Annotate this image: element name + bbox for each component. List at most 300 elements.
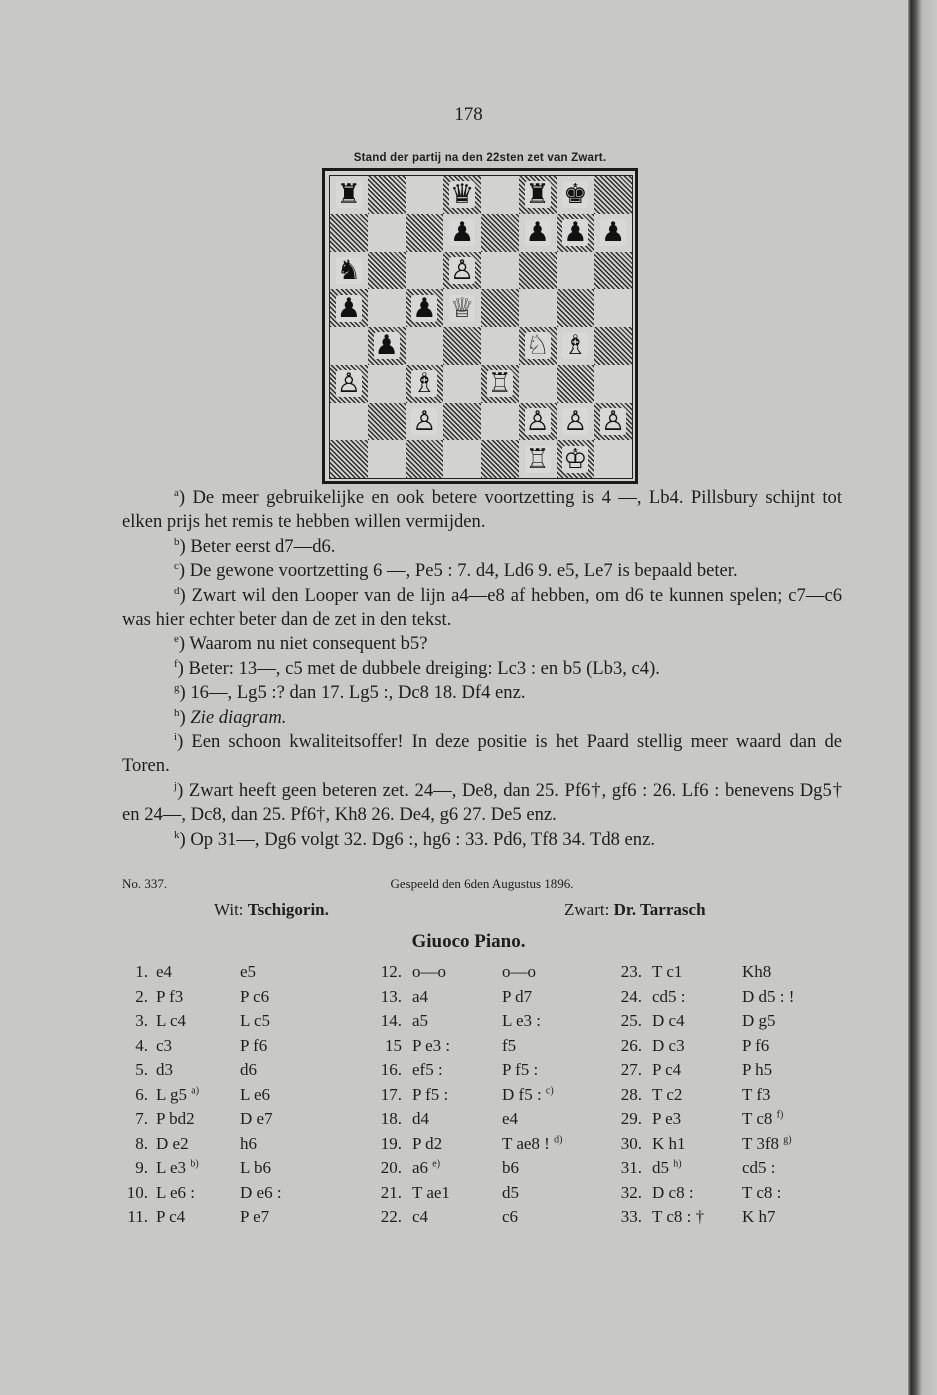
white-move xyxy=(156,987,183,1007)
chess-piece: ♙ xyxy=(601,405,626,437)
black-move xyxy=(240,1109,273,1129)
square-g8 xyxy=(557,176,595,214)
note-text: Op 31—, Dg6 volgt 32. Dg6 :, hg6 : 33. Pd6, Tf8 34. Td8 enz. xyxy=(190,828,656,850)
black-move xyxy=(240,1011,270,1031)
square-f1 xyxy=(519,440,557,478)
square-c3 xyxy=(406,365,444,403)
black-move-text: o—o xyxy=(502,962,536,981)
square-c2 xyxy=(406,403,444,441)
move-number: 9. xyxy=(135,1158,148,1177)
white-move xyxy=(652,1036,685,1056)
black-move-text: P f5 : xyxy=(502,1060,539,1079)
black-move-text: T 3f8 xyxy=(742,1133,779,1153)
annotation-notes xyxy=(122,486,842,852)
chess-diagram xyxy=(322,168,638,484)
black-move xyxy=(742,1085,771,1105)
square-e6 xyxy=(481,252,519,290)
white-move-text: P f5 : xyxy=(412,1084,449,1104)
black-move-text: P d7 xyxy=(502,986,533,1006)
note-marker: f xyxy=(174,657,178,670)
white-move-text: cd5 : xyxy=(652,986,686,1006)
white-move xyxy=(156,1158,199,1178)
white-move xyxy=(412,987,428,1007)
square-h8 xyxy=(594,176,632,214)
white-move xyxy=(412,962,446,982)
white-move-text: T c8 : † xyxy=(652,1207,705,1226)
black-move-text: T f3 xyxy=(742,1084,771,1104)
square-g3 xyxy=(557,365,595,403)
square-e5 xyxy=(481,289,519,327)
white-player xyxy=(214,900,329,920)
black-player xyxy=(564,900,706,920)
square-h7 xyxy=(594,214,632,252)
note-marker: h xyxy=(174,706,180,719)
black-move xyxy=(240,962,256,982)
opening-title: Giuoco Piano. xyxy=(411,931,526,952)
black-move-text: cd5 : xyxy=(742,1158,776,1177)
white-move xyxy=(156,1134,189,1154)
square-a7 xyxy=(330,214,368,252)
chess-piece: ♚ xyxy=(563,179,588,211)
white-move xyxy=(652,1134,686,1154)
black-move xyxy=(502,1036,516,1056)
white-move xyxy=(652,1183,694,1203)
black-move-text: c6 xyxy=(502,1207,519,1226)
chess-piece: ♘ xyxy=(525,330,550,362)
note-marker: k xyxy=(174,828,180,841)
square-b1 xyxy=(368,440,406,478)
note-marker: a xyxy=(174,486,179,499)
white-move xyxy=(652,1158,682,1178)
black-label: Zwart: xyxy=(564,900,610,919)
black-move xyxy=(742,1011,776,1031)
move-number: 16. xyxy=(380,1060,402,1079)
note-marker: b xyxy=(174,535,180,548)
white-move xyxy=(412,1158,440,1178)
move-number: 13. xyxy=(380,986,402,1006)
chess-piece: ♖ xyxy=(487,368,512,400)
white-move xyxy=(156,1036,172,1056)
square-d3 xyxy=(443,365,481,403)
black-move xyxy=(742,1036,769,1056)
chess-piece: ♟ xyxy=(374,330,399,362)
chess-piece: ♛ xyxy=(450,179,475,211)
black-move xyxy=(742,962,771,982)
move-number: 19. xyxy=(380,1133,402,1153)
note-i: $^i$) Een schoon kwaliteitsoffer! In deze positie is het Paard stellig meer waard dan de Toren. xyxy=(122,730,842,777)
move-number: 18. xyxy=(380,1109,402,1128)
chess-piece: ♗ xyxy=(563,330,588,362)
white-move xyxy=(156,1060,173,1080)
note-reference: f) xyxy=(776,1109,784,1121)
game-number: No. 337. xyxy=(122,876,168,891)
move-number: 2. xyxy=(135,986,148,1006)
square-d4 xyxy=(443,327,481,365)
move-number: 33. xyxy=(620,1207,642,1226)
square-a1 xyxy=(330,440,368,478)
black-move-text: f5 xyxy=(502,1035,517,1055)
black-move-text: P e7 xyxy=(240,1207,270,1226)
white-move-text: K h1 xyxy=(652,1133,686,1153)
note-a: $^a$) De meer gebruikelijke en ook betere voortzetting is 4 —, Lb4. Pillsbury schijnt tot elken prijs het remis te hebben willen vermijden. xyxy=(122,486,842,533)
square-f2 xyxy=(519,403,557,441)
chess-piece: ♙ xyxy=(412,405,437,437)
move-number: 30. xyxy=(620,1133,642,1153)
square-g6 xyxy=(557,252,595,290)
black-move xyxy=(502,987,532,1007)
white-move-text: P e3 : xyxy=(412,1035,451,1055)
black-move-text: K h7 xyxy=(742,1207,776,1226)
black-move-text: P f6 xyxy=(742,1035,770,1055)
white-move-text: a6 xyxy=(412,1158,429,1177)
black-move-text: d5 xyxy=(502,1182,519,1202)
square-f7 xyxy=(519,214,557,252)
white-move-text: P c4 xyxy=(652,1060,682,1079)
white-move xyxy=(412,1134,442,1154)
game-date: Gespeeld den 6den Augustus 1896. xyxy=(390,876,574,891)
white-move-text: ef5 : xyxy=(412,1060,443,1079)
note-h: $^h$) Zie diagram. xyxy=(174,706,287,728)
black-move-text: T c8 xyxy=(742,1109,773,1128)
square-d5 xyxy=(443,289,481,327)
move-number: 29. xyxy=(620,1109,642,1128)
move-number: 17. xyxy=(380,1084,402,1104)
square-f8 xyxy=(519,176,557,214)
note-reference: g) xyxy=(783,1133,792,1145)
black-move-text: b6 xyxy=(502,1158,519,1177)
note-reference: d) xyxy=(554,1133,563,1145)
note-marker: d xyxy=(174,584,180,597)
black-move-text: P f6 xyxy=(240,1035,268,1055)
chess-piece: ♟ xyxy=(601,217,626,249)
move-number: 32. xyxy=(620,1182,642,1202)
chess-piece: ♙ xyxy=(450,254,475,286)
chess-piece: ♔ xyxy=(563,443,588,475)
chess-piece: ♜ xyxy=(525,179,550,211)
black-move-text: T ae8 ! xyxy=(502,1133,550,1153)
black-move-text: d6 xyxy=(240,1060,257,1079)
note-text: 16—, Lg5 :? dan 17. Lg5 :, Dc8 18. Df4 enz. xyxy=(190,682,526,704)
white-move xyxy=(652,962,682,982)
move-number: 26. xyxy=(620,1035,642,1055)
white-move-text: o—o xyxy=(412,962,446,981)
note-d: $^d$) Zwart wil den Looper van de lijn a4—e8 af hebben, om d6 te kunnen spelen; c7—c6 was hier echter beter dan de zet in den tekst. xyxy=(122,584,842,631)
white-move-text: P e3 xyxy=(652,1109,682,1128)
white-move-text: a5 xyxy=(412,1011,429,1030)
black-name: Dr. Tarrasch xyxy=(613,900,706,919)
square-h3 xyxy=(594,365,632,403)
note-reference: e) xyxy=(432,1158,441,1170)
black-move-text: P c6 xyxy=(240,986,270,1006)
square-e1 xyxy=(481,440,519,478)
square-b5 xyxy=(368,289,406,327)
white-move xyxy=(652,1085,682,1105)
square-e3 xyxy=(481,365,519,403)
black-move xyxy=(502,1158,519,1178)
black-move xyxy=(240,1060,257,1080)
square-g1 xyxy=(557,440,595,478)
black-move xyxy=(502,1060,538,1080)
white-move-text: T c2 xyxy=(652,1084,683,1104)
black-move-text: e5 xyxy=(240,962,257,981)
white-move-text: P f3 xyxy=(156,986,184,1006)
chess-piece: ♖ xyxy=(525,443,550,475)
white-move-text: P bd2 xyxy=(156,1109,195,1128)
square-h6 xyxy=(594,252,632,290)
square-d2 xyxy=(443,403,481,441)
page-number: 178 xyxy=(454,104,483,125)
note-text: De meer gebruikelijke en ook betere voortzetting is 4 —, Lb4. Pillsbury schijnt tot elken prijs het remis te hebben willen vermijden. xyxy=(122,487,842,533)
square-b8 xyxy=(368,176,406,214)
note-text: Zwart heeft geen beteren zet. 24—, De8, dan 25. Pf6†, gf6 : 26. Lf6 : benevens Dg5† en 24—, Dc8, dan 25. Pf6†, Kh8 26. De4, g6 27. De5 enz. xyxy=(122,779,843,826)
note-j: $^j$) Zwart heeft geen beteren zet. 24—, De8, dan 25. Pf6†, gf6 : 26. Lf6 : benevens Dg5† en 24—, Dc8, dan 25. Pf6†, Kh8 26. De4, g6 27. De5 enz. xyxy=(122,779,843,826)
white-move xyxy=(412,1109,429,1129)
black-move-text: L c5 xyxy=(240,1011,271,1030)
square-g7 xyxy=(557,214,595,252)
square-c7 xyxy=(406,214,444,252)
square-e4 xyxy=(481,327,519,365)
move-number: 28. xyxy=(620,1084,642,1104)
square-g5 xyxy=(557,289,595,327)
white-move xyxy=(156,1109,195,1129)
note-text: Een schoon kwaliteitsoffer! In deze positie is het Paard stellig meer waard dan de Toren. xyxy=(122,731,842,777)
note-marker: g xyxy=(174,682,180,695)
white-move xyxy=(412,1060,443,1080)
note-text: Zwart wil den Looper van de lijn a4—e8 af hebben, om d6 te kunnen spelen; c7—c6 was hier echter beter dan de zet in den tekst. xyxy=(122,584,842,631)
black-move-text: D e6 : xyxy=(240,1182,282,1202)
move-number: 21. xyxy=(380,1182,402,1202)
white-move xyxy=(156,1183,195,1203)
square-e8 xyxy=(481,176,519,214)
note-text: Zie diagram. xyxy=(190,706,287,728)
white-move-text: D c8 : xyxy=(652,1182,694,1202)
move-number: 7. xyxy=(135,1109,148,1128)
move-number: 15 xyxy=(385,1035,402,1055)
move-number: 23. xyxy=(620,962,642,981)
square-e7 xyxy=(481,214,519,252)
note-marker: i xyxy=(174,730,178,743)
white-move xyxy=(652,1060,681,1080)
note-c: $^c$) De gewone voortzetting 6 —, Pe5 : 7. d4, Ld6 9. e5, Le7 is bepaald beter. xyxy=(174,560,738,582)
move-number: 3. xyxy=(135,1011,148,1030)
white-move-text: c4 xyxy=(412,1207,429,1226)
square-d8 xyxy=(443,176,481,214)
black-move xyxy=(742,987,794,1007)
note-marker: j xyxy=(174,779,178,792)
black-move xyxy=(502,1085,554,1105)
note-b: $^b$) Beter eerst d7—d6. xyxy=(174,535,336,557)
square-h5 xyxy=(594,289,632,327)
black-move xyxy=(742,1207,776,1227)
note-reference: b) xyxy=(190,1158,199,1170)
black-move-text: T c8 : xyxy=(742,1182,782,1202)
square-f4 xyxy=(519,327,557,365)
square-f5 xyxy=(519,289,557,327)
square-c5 xyxy=(406,289,444,327)
white-move-text: P c4 xyxy=(156,1207,186,1226)
white-move-text: D c3 xyxy=(652,1035,685,1055)
square-b7 xyxy=(368,214,406,252)
white-move-text: c3 xyxy=(156,1035,173,1055)
chess-piece: ♙ xyxy=(563,405,588,437)
black-move xyxy=(502,1134,562,1154)
note-g: $^g$) 16—, Lg5 :? dan 17. Lg5 :, Dc8 18. Df4 enz. xyxy=(174,682,526,704)
move-number: 5. xyxy=(135,1060,148,1079)
square-h1 xyxy=(594,440,632,478)
black-move xyxy=(742,1183,781,1203)
black-move xyxy=(240,1036,267,1056)
black-move xyxy=(502,962,536,982)
move-number: 11. xyxy=(127,1207,148,1226)
move-number: 24. xyxy=(620,986,642,1006)
note-k: $^k$) Op 31—, Dg6 volgt 32. Dg6 :, hg6 : 33. Pd6, Tf8 34. Td8 enz. xyxy=(174,828,656,850)
black-move xyxy=(742,1134,792,1154)
note-text: Beter: 13—, c5 met de dubbele dreiging: Lc3 : en b5 (Lb3, c4). xyxy=(188,657,660,679)
square-c1 xyxy=(406,440,444,478)
move-number: 12. xyxy=(380,962,402,981)
white-move-text: d5 xyxy=(652,1158,669,1177)
white-move-text: d4 xyxy=(412,1109,429,1128)
chess-piece: ♟ xyxy=(525,217,550,249)
white-move-text: D c4 xyxy=(652,1011,685,1030)
square-a6 xyxy=(330,252,368,290)
white-move xyxy=(156,962,172,982)
white-move xyxy=(156,1011,186,1031)
square-c6 xyxy=(406,252,444,290)
white-move-text: L e6 : xyxy=(156,1182,196,1202)
square-a3 xyxy=(330,365,368,403)
black-move xyxy=(742,1158,776,1178)
note-reference: h) xyxy=(673,1158,682,1170)
white-move xyxy=(156,1207,185,1227)
square-f3 xyxy=(519,365,557,403)
move-number: 22. xyxy=(380,1207,402,1226)
white-move xyxy=(652,1011,685,1031)
square-b3 xyxy=(368,365,406,403)
square-a2 xyxy=(330,403,368,441)
white-move-text: P d2 xyxy=(412,1133,443,1153)
white-name: Tschigorin. xyxy=(247,900,329,919)
chess-piece: ♟ xyxy=(563,217,588,249)
white-move xyxy=(412,1011,428,1031)
square-d7 xyxy=(443,214,481,252)
note-marker: c xyxy=(174,560,179,573)
black-move xyxy=(240,1183,282,1203)
black-move-text: P h5 xyxy=(742,1060,773,1079)
move-number: 31. xyxy=(620,1158,642,1177)
black-move xyxy=(240,1158,271,1178)
note-marker: e xyxy=(174,633,179,646)
move-number: 10. xyxy=(126,1182,148,1202)
black-move xyxy=(502,1207,518,1227)
white-move-text: T ae1 xyxy=(412,1182,450,1202)
black-move-text: L e3 : xyxy=(502,1011,542,1030)
square-a5 xyxy=(330,289,368,327)
chess-piece: ♗ xyxy=(412,368,437,400)
move-number: 27. xyxy=(620,1060,642,1079)
chess-piece: ♕ xyxy=(450,292,475,324)
square-d6 xyxy=(443,252,481,290)
note-text: Waarom nu niet consequent b5? xyxy=(189,633,428,655)
white-move-text: a4 xyxy=(412,986,429,1006)
move-number: 14. xyxy=(380,1011,402,1030)
square-e2 xyxy=(481,403,519,441)
square-h2 xyxy=(594,403,632,441)
black-move-text: Kh8 xyxy=(742,962,772,981)
white-label: Wit: xyxy=(214,900,244,919)
black-move xyxy=(742,1060,772,1080)
white-move-text: L c4 xyxy=(156,1011,187,1030)
chess-board xyxy=(329,175,633,479)
move-number: 20. xyxy=(380,1158,402,1177)
chess-piece: ♜ xyxy=(336,179,361,211)
white-move xyxy=(412,1183,450,1203)
black-move-text: L e6 xyxy=(240,1084,271,1104)
black-move xyxy=(240,1085,270,1105)
black-move xyxy=(502,1183,519,1203)
white-move-text: D e2 xyxy=(156,1133,189,1153)
black-move-text: D e7 xyxy=(240,1109,273,1128)
black-move-text: D d5 : ! xyxy=(742,986,795,1006)
square-b4 xyxy=(368,327,406,365)
square-c4 xyxy=(406,327,444,365)
square-g4 xyxy=(557,327,595,365)
white-move-text: T c1 xyxy=(652,962,683,981)
move-number: 4. xyxy=(135,1035,148,1055)
white-move xyxy=(412,1085,448,1105)
white-move xyxy=(412,1207,428,1227)
square-b6 xyxy=(368,252,406,290)
move-number: 1. xyxy=(135,962,148,981)
chess-piece: ♙ xyxy=(525,405,550,437)
move-number: 6. xyxy=(135,1084,148,1104)
square-f6 xyxy=(519,252,557,290)
square-g2 xyxy=(557,403,595,441)
square-b2 xyxy=(368,403,406,441)
note-e: $^e$) Waarom nu niet consequent b5? xyxy=(174,633,428,655)
note-reference: a) xyxy=(191,1084,200,1096)
square-a8 xyxy=(330,176,368,214)
move-number: 8. xyxy=(135,1133,148,1153)
note-text: Beter eerst d7—d6. xyxy=(190,535,336,557)
note-reference: c) xyxy=(545,1084,554,1096)
black-move xyxy=(742,1109,783,1129)
black-move-text: L b6 xyxy=(240,1158,272,1177)
black-move xyxy=(502,1011,541,1031)
white-move xyxy=(652,987,686,1007)
page-binding-edge xyxy=(908,0,937,1395)
chess-piece: ♙ xyxy=(336,368,361,400)
note-text: De gewone voortzetting 6 —, Pe5 : 7. d4, Ld6 9. e5, Le7 is bepaald beter. xyxy=(189,560,738,582)
chess-piece: ♞ xyxy=(336,254,361,286)
white-move-text: L g5 xyxy=(156,1084,188,1104)
white-move xyxy=(156,1085,199,1105)
black-move-text: D g5 xyxy=(742,1011,776,1030)
black-move xyxy=(240,1134,257,1154)
move-number: 25. xyxy=(620,1011,642,1030)
white-move xyxy=(652,1109,681,1129)
black-move xyxy=(240,1207,269,1227)
black-move xyxy=(502,1109,518,1129)
white-move-text: d3 xyxy=(156,1060,173,1079)
note-f: $^f$) Beter: 13—, c5 met de dubbele dreiging: Lc3 : en b5 (Lb3, c4). xyxy=(174,657,660,679)
black-move-text: D f5 : xyxy=(502,1084,542,1104)
chess-piece: ♟ xyxy=(412,292,437,324)
chess-piece: ♟ xyxy=(450,217,475,249)
white-move xyxy=(412,1036,450,1056)
white-move-text: e4 xyxy=(156,962,173,981)
square-d1 xyxy=(443,440,481,478)
